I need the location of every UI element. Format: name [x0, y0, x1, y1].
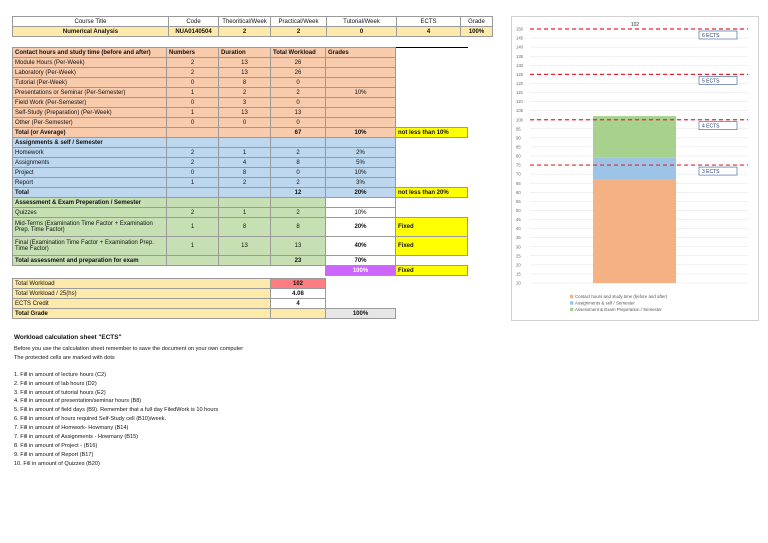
instruction-step: 7. Fill in amount of Assignments - Howmany (B15): [14, 434, 139, 441]
numbers-cell[interactable]: 2: [167, 58, 219, 68]
grade-cell[interactable]: 20%: [326, 218, 396, 237]
grade-cell[interactable]: 10%: [326, 168, 396, 178]
practical-hours-cell[interactable]: 2: [271, 27, 327, 37]
workload-per-25-value: 4.08: [271, 289, 326, 299]
workload-chart[interactable]: [511, 16, 759, 321]
table-row: [13, 289, 396, 299]
section3-total-row: [13, 256, 468, 266]
duration-cell[interactable]: 13: [219, 58, 271, 68]
workload-cell: 0: [271, 98, 326, 108]
row-label: Other (Per-Semester): [13, 118, 167, 128]
header-label-course-title: Course Title: [13, 17, 169, 27]
section2-note: not less than 20%: [396, 188, 468, 198]
section1-header-grades: Grades: [326, 48, 396, 58]
header-label-ects: ECTS: [397, 17, 461, 27]
bar-segment: [593, 180, 676, 283]
grade-cell[interactable]: [326, 98, 396, 108]
workload-cell: 0: [271, 168, 326, 178]
grade-cell[interactable]: 5%: [326, 158, 396, 168]
grade-cell[interactable]: 10%: [326, 208, 396, 218]
instruction-step: 9. Fill in amount of Report (B17): [14, 451, 94, 458]
row-label: Mid-Terms (Examination Time Factor + Examination Prep. Time Factor): [13, 218, 167, 237]
duration-cell[interactable]: 1: [219, 208, 271, 218]
section2-title: Assignments & self / Semester: [13, 138, 167, 148]
instructions-intro-line: The protected cells are marked with dots: [14, 354, 115, 361]
ects-cell[interactable]: 4: [397, 27, 461, 37]
table-row: [13, 58, 468, 68]
duration-cell[interactable]: 13: [219, 237, 271, 256]
total-label: Total assessment and preparation for exam: [13, 256, 167, 266]
section1-header-duration: Duration: [219, 48, 271, 58]
numbers-cell[interactable]: 2: [167, 148, 219, 158]
table-row: [13, 78, 468, 88]
y-tick-label: 135: [516, 53, 523, 59]
row-label: Field Work (Per-Semester): [13, 98, 167, 108]
y-tick-label: 65: [516, 180, 521, 186]
instruction-step: 2. Fill in amount of lab hours (D2): [14, 380, 97, 387]
grade-cell[interactable]: 2%: [326, 148, 396, 158]
table-row: [13, 158, 468, 168]
duration-cell[interactable]: 2: [219, 88, 271, 98]
numbers-cell[interactable]: 2: [167, 68, 219, 78]
bar-segment: [593, 116, 676, 158]
workload-cell: 2: [271, 148, 326, 158]
course-header-table: [12, 16, 493, 37]
row-label: Final (Examination Time Factor + Examination Prep. Time Factor): [13, 237, 167, 256]
section1-total-grade: 10%: [326, 128, 396, 138]
y-tick-label: 85: [516, 144, 521, 150]
y-tick-label: 40: [516, 226, 521, 232]
y-tick-label: 115: [516, 90, 523, 96]
workload-cell: 8: [271, 218, 326, 237]
row-label: Project: [13, 168, 167, 178]
duration-cell[interactable]: 13: [219, 108, 271, 118]
instruction-step: 4. Fill in amount of presentation/seminar hours (B8): [14, 398, 142, 405]
row-label: Presentations or Seminar (Per-Semester): [13, 88, 167, 98]
instructions: [14, 334, 243, 469]
y-tick-label: 95: [516, 126, 521, 132]
grade-sum-cell: 100%: [326, 266, 396, 276]
instruction-step: 8. Fill in amount of Project - (B16): [14, 442, 98, 449]
theoretical-hours-cell[interactable]: 2: [219, 27, 271, 37]
grade-cell[interactable]: [326, 68, 396, 78]
header-label-grade: Grade: [461, 17, 493, 27]
table-row: [13, 88, 468, 98]
y-tick-label: 35: [516, 235, 521, 241]
grade-cell[interactable]: 10%: [326, 88, 396, 98]
row-label: Report: [13, 178, 167, 188]
table-row: [13, 218, 468, 237]
section3-total-workload: 23: [271, 256, 326, 266]
row-label: Quizzes: [13, 208, 167, 218]
reference-label: 5 ECTS: [702, 78, 720, 85]
y-tick-label: 90: [516, 135, 521, 141]
total-workload-value: 102: [271, 279, 326, 289]
section1-header-total: Total Workload: [271, 48, 326, 58]
row-label: Homework: [13, 148, 167, 158]
y-tick-label: 75: [516, 162, 521, 168]
total-label: Total: [13, 188, 167, 198]
table-row: [13, 208, 468, 218]
table-row: [13, 98, 468, 108]
legend-swatch: [570, 295, 573, 298]
fixed-note: Fixed: [396, 237, 468, 256]
workload-cell: 13: [271, 237, 326, 256]
table-row: [13, 118, 468, 128]
tutorial-hours-cell[interactable]: 0: [327, 27, 397, 37]
instruction-step: 3. Fill in amount of tutorial hours (E2): [14, 389, 106, 396]
grade-cell[interactable]: 100%: [461, 27, 493, 37]
workload-cell: 13: [271, 108, 326, 118]
workload-cell: 26: [271, 58, 326, 68]
table-row: [13, 237, 468, 256]
section2-total-workload: 12: [271, 188, 326, 198]
total-grade-blank: [271, 309, 326, 319]
workload-cell: 2: [271, 208, 326, 218]
legend-label: Assessment & Exam Preperation / Semester: [575, 307, 662, 312]
duration-cell[interactable]: 2: [219, 178, 271, 188]
course-code-cell[interactable]: NUA0140504: [169, 27, 219, 37]
numbers-cell[interactable]: 0: [167, 78, 219, 88]
grade-sum-note: Fixed: [396, 266, 468, 276]
numbers-cell[interactable]: 0: [167, 118, 219, 128]
numbers-cell[interactable]: 1: [167, 237, 219, 256]
y-tick-label: 150: [516, 26, 523, 32]
workload-cell: 2: [271, 88, 326, 98]
fixed-note: Fixed: [396, 218, 468, 237]
row-label: Self-Study (Preparation) (Per-Week): [13, 108, 167, 118]
grade-cell[interactable]: 3%: [326, 178, 396, 188]
reference-label: 3 ECTS: [702, 169, 720, 176]
instruction-step: 6. Fill in amount of hours required Self-Study cell (B10)/week.: [14, 416, 167, 423]
summary-label: Total Workload: [13, 279, 271, 289]
numbers-cell[interactable]: 2: [167, 158, 219, 168]
summary-table: [12, 278, 396, 319]
section2-total-row: [13, 188, 468, 198]
numbers-cell[interactable]: 1: [167, 178, 219, 188]
instruction-step: 5. Fill in amount of field days (B9). Remember that a full day FiledWork is 10 hours: [14, 407, 219, 414]
y-tick-label: 130: [516, 62, 523, 68]
y-tick-label: 110: [516, 99, 523, 105]
table-row: [13, 309, 396, 319]
workload-cell: 26: [271, 68, 326, 78]
grade-cell[interactable]: [326, 58, 396, 68]
table-row: [13, 168, 468, 178]
duration-cell[interactable]: 4: [219, 158, 271, 168]
table-row: [13, 279, 396, 289]
table-row: [13, 148, 468, 158]
duration-cell[interactable]: 8: [219, 78, 271, 88]
summary-label: Total Grade: [13, 309, 271, 319]
section3-title: Assessment & Exam Preperation / Semester: [13, 198, 167, 208]
table-row: [13, 299, 396, 309]
y-tick-label: 10: [516, 280, 521, 286]
numbers-cell[interactable]: 0: [167, 98, 219, 108]
grade-cell[interactable]: 40%: [326, 237, 396, 256]
table-row: [13, 68, 468, 78]
y-tick-label: 30: [516, 244, 521, 250]
y-tick-label: 20: [516, 262, 521, 268]
header-label-tutorial: Tutorial/Week: [327, 17, 397, 27]
row-label: Laboratory (Per-Week): [13, 68, 167, 78]
y-tick-label: 60: [516, 189, 521, 195]
legend-swatch: [570, 301, 573, 304]
y-tick-label: 45: [516, 217, 521, 223]
header-label-theoretical: Theoritical/Week: [219, 17, 271, 27]
table-row: [13, 108, 468, 118]
grade-cell[interactable]: [326, 118, 396, 128]
instruction-step: 1. Fill in amount of lecture hours (C2): [14, 371, 107, 378]
chart-title: 102: [630, 22, 640, 28]
duration-cell[interactable]: 1: [219, 148, 271, 158]
y-tick-label: 120: [516, 81, 523, 87]
total-grade-value: 100%: [326, 309, 396, 319]
bar-segment: [593, 158, 676, 180]
y-tick-label: 100: [516, 117, 523, 123]
workload-cell: 2: [271, 178, 326, 188]
reference-label: 4 ECTS: [702, 123, 720, 130]
section3-total-grade: 70%: [326, 256, 396, 266]
workload-cell: 0: [271, 118, 326, 128]
y-tick-label: 80: [516, 153, 521, 159]
numbers-cell[interactable]: 2: [167, 208, 219, 218]
y-tick-label: 55: [516, 198, 521, 204]
course-title-cell[interactable]: Numerical Analysis: [13, 27, 169, 37]
reference-label: 6 ECTS: [702, 33, 720, 39]
workload-chart-svg: [512, 17, 758, 320]
section1-header-numbers: Numbers: [167, 48, 219, 58]
y-tick-label: 140: [516, 44, 523, 50]
summary-label: Total Workload / 25(hs): [13, 289, 271, 299]
y-tick-label: 70: [516, 171, 521, 177]
numbers-cell[interactable]: 0: [167, 168, 219, 178]
y-tick-label: 15: [516, 271, 521, 277]
instruction-step: 7. Fill in amount of Homwork- Howmany (B14): [14, 425, 129, 432]
legend-label: Assignments & self / Semester: [575, 300, 635, 306]
numbers-cell[interactable]: 1: [167, 88, 219, 98]
numbers-cell[interactable]: 1: [167, 218, 219, 237]
grade-cell[interactable]: [326, 78, 396, 88]
y-tick-label: 50: [516, 208, 521, 214]
row-label: Tutorial (Per-Week): [13, 78, 167, 88]
duration-cell[interactable]: 8: [219, 168, 271, 178]
instruction-step: 10. Fill in amount of Quizzes (B20): [14, 460, 100, 467]
instructions-title: Workload calculation sheet "ECTS": [14, 334, 122, 341]
legend-label: Contact hours and study time (before and after): [575, 294, 668, 299]
section1-header-title: Contact hours and study time (before and after): [13, 48, 167, 58]
legend-swatch: [570, 308, 573, 311]
header-label-code: Code: [169, 17, 219, 27]
y-tick-label: 105: [516, 108, 523, 114]
section2-total-grade: 20%: [326, 188, 396, 198]
y-tick-label: 25: [516, 253, 521, 259]
header-label-practical: Practical/Week: [271, 17, 327, 27]
y-tick-label: 145: [516, 35, 523, 41]
workload-cell: 0: [271, 78, 326, 88]
ects-credit-value: 4: [271, 299, 326, 309]
row-label: Module Hours (Per-Week): [13, 58, 167, 68]
summary-label: ECTS Credit: [13, 299, 271, 309]
section1-note: not less than 10%: [396, 128, 468, 138]
grade-cell[interactable]: [326, 108, 396, 118]
duration-cell[interactable]: 0: [219, 118, 271, 128]
instructions-intro-line: Before you use the calculation sheet remember to save the document on your own computer: [14, 345, 244, 352]
table-row: [13, 178, 468, 188]
section1-total-row: [13, 128, 468, 138]
row-label: Assignments: [13, 158, 167, 168]
section1-total-workload: 67: [271, 128, 326, 138]
y-tick-label: 125: [516, 71, 523, 77]
total-label: Total (or Average): [13, 128, 167, 138]
duration-cell[interactable]: 3: [219, 98, 271, 108]
workload-table: [12, 47, 468, 276]
numbers-cell[interactable]: 1: [167, 108, 219, 118]
duration-cell[interactable]: 8: [219, 218, 271, 237]
duration-cell[interactable]: 13: [219, 68, 271, 78]
workload-sheet: [12, 16, 493, 319]
workload-cell: 8: [271, 158, 326, 168]
